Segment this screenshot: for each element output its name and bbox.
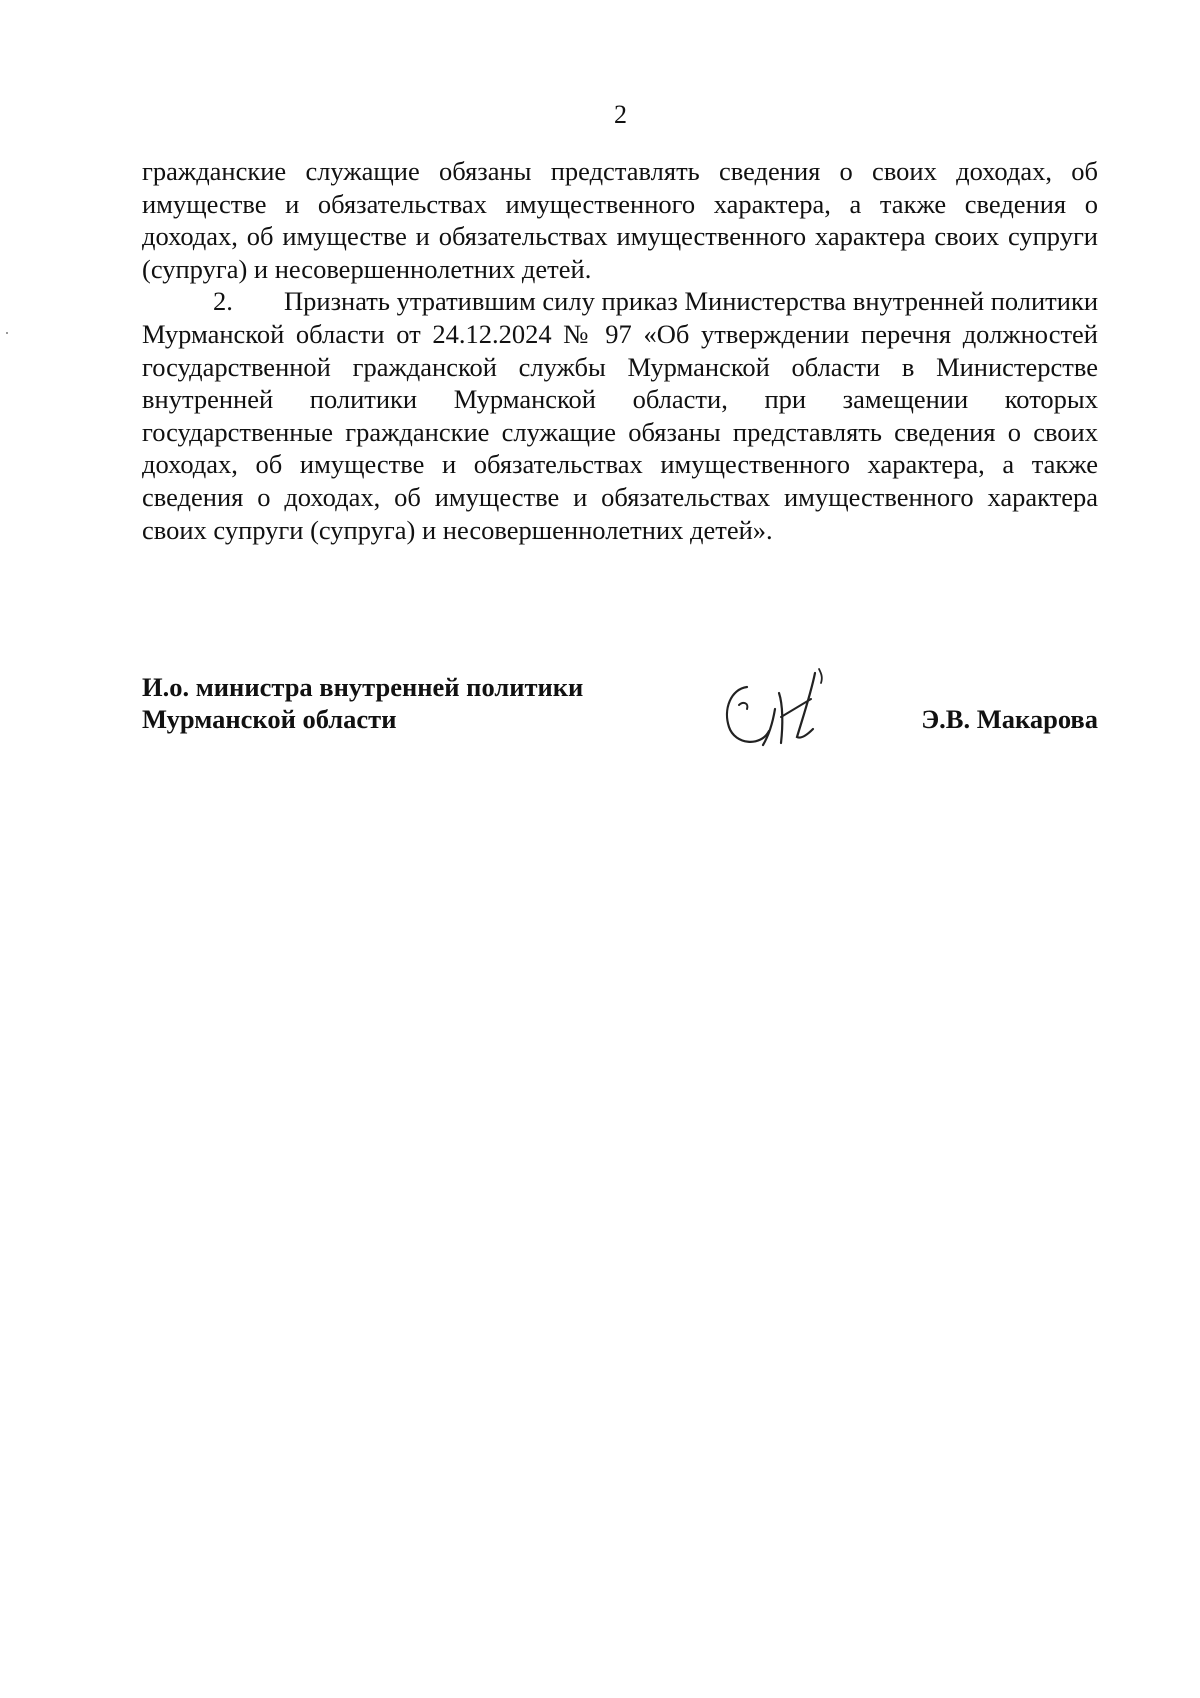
signer-position-line2: Мурманской области xyxy=(142,704,397,734)
signer-position-line1: И.о. министра внутренней политики xyxy=(142,672,584,702)
signer-position xyxy=(142,671,583,735)
paragraph-item-2 xyxy=(142,285,1098,546)
scan-artifact xyxy=(6,332,8,334)
item-number: 2. xyxy=(213,286,233,317)
paragraph-continuation: гражданские служащие обязаны представлять сведения о своих доходах, об имуществе и обязательствах имущественного характера, а также сведения о доходах, об имуществе и обязательствах имущественного характера своих супруги (супруга) и несовершеннолетних детей. xyxy=(142,156,1098,284)
signature-block xyxy=(142,671,1098,751)
item-text: Признать утратившим силу приказ Министерства внутренней политики Мурманской области от 24.12.2024 № 97 «Об утверждении перечня должностей государственной гражданской службы Мурманской области в Министерстве внутренней политики Мурманской области, при замещении которых государственные гражданские служащие обязаны представлять сведения о своих доходах, об имуществе и обязательствах имущественного характера, а также сведения о доходах, об имуществе и обязательствах имущественного характера своих супруги (супруга) и несовершеннолетних детей». xyxy=(142,286,1098,545)
handwritten-signature xyxy=(717,665,842,755)
document-body xyxy=(142,155,1098,546)
page-number: 2 xyxy=(614,100,627,129)
signer-name: Э.В. Макарова xyxy=(921,704,1098,734)
